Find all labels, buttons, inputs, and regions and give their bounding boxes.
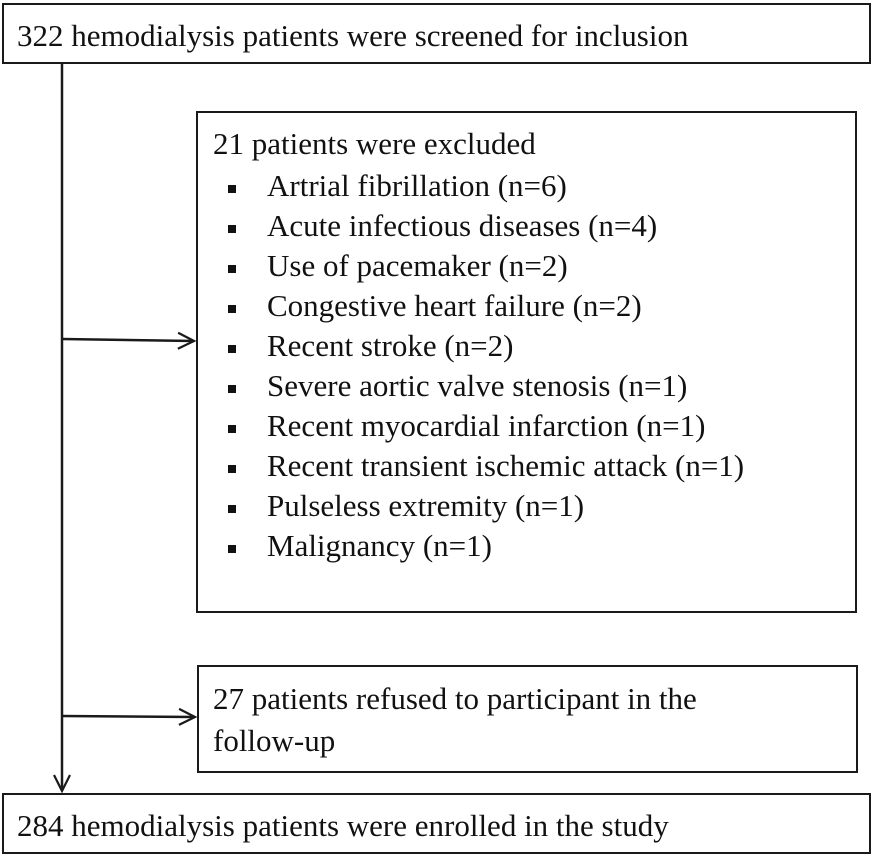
- exclusion-item-label: Recent transient ischemic attack (n=1): [267, 448, 745, 483]
- exclusion-item-label: Congestive heart failure (n=2): [267, 288, 642, 323]
- exclusion-item: [213, 366, 855, 406]
- exclusion-item: [213, 166, 855, 206]
- exclusion-arrow: [62, 339, 194, 341]
- enrolled-box: [2, 793, 871, 854]
- exclusion-item: [213, 406, 855, 446]
- excluded-title: 21 patients were excluded: [213, 126, 536, 161]
- bullet-icon: [228, 305, 236, 313]
- exclusion-item-label: Malignancy (n=1): [267, 528, 492, 563]
- refused-text-line-1: 27 patients refused to participant in the: [213, 681, 697, 716]
- enrolled-text: 284 hemodialysis patients were enrolled in the study: [17, 808, 669, 843]
- refused-text-line-2: follow-up: [213, 723, 336, 758]
- exclusion-item: [213, 286, 855, 326]
- exclusion-item-label: Acute infectious diseases (n=4): [267, 208, 658, 243]
- screened-text: 322 hemodialysis patients were screened for inclusion: [17, 18, 689, 53]
- exclusion-item-label: Severe aortic valve stenosis (n=1): [267, 368, 688, 403]
- bullet-icon: [228, 545, 236, 553]
- bullet-icon: [228, 185, 236, 193]
- bullet-icon: [228, 385, 236, 393]
- bullet-icon: [228, 425, 236, 433]
- exclusion-item: [213, 446, 855, 486]
- bullet-icon: [228, 505, 236, 513]
- exclusion-item-label: Recent myocardial infarction (n=1): [267, 408, 706, 443]
- exclusion-item: [213, 486, 855, 526]
- bullet-icon: [228, 465, 236, 473]
- exclusion-item: [213, 246, 855, 286]
- exclusion-criteria-list: [213, 166, 855, 566]
- exclusion-item: [213, 526, 855, 566]
- exclusion-item-label: Artrial fibrillation (n=6): [267, 168, 567, 203]
- bullet-icon: [228, 345, 236, 353]
- exclusion-item: [213, 326, 855, 366]
- exclusion-item-label: Use of pacemaker (n=2): [267, 248, 568, 283]
- refused-box: [197, 665, 858, 773]
- exclusion-item: [213, 206, 855, 246]
- bullet-icon: [228, 265, 236, 273]
- exclusion-item-label: Pulseless extremity (n=1): [267, 488, 585, 523]
- refusal-arrow: [62, 716, 195, 717]
- screened-box: [2, 3, 871, 64]
- exclusion-item-label: Recent stroke (n=2): [267, 328, 514, 363]
- bullet-icon: [228, 225, 236, 233]
- excluded-box: [196, 111, 857, 613]
